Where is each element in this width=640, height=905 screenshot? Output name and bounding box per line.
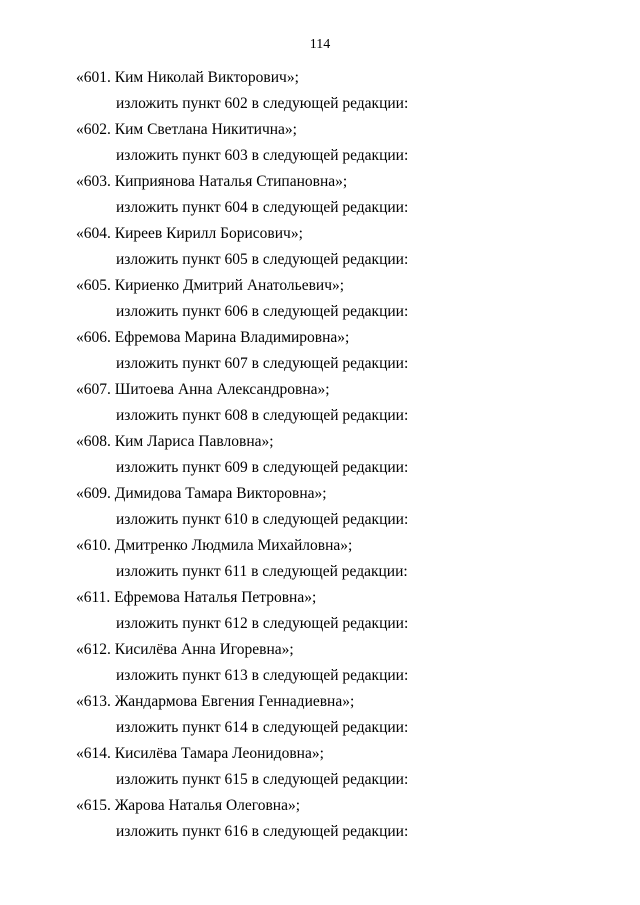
instruction-line-604: изложить пункт 604 в следующей редакции: bbox=[116, 199, 409, 216]
instruction-line-607: изложить пункт 607 в следующей редакции: bbox=[116, 355, 409, 372]
entry-line-602: «602. Ким Светлана Никитична»; bbox=[76, 121, 297, 138]
entry-line-615: «615. Жарова Наталья Олеговна»; bbox=[76, 797, 301, 814]
instruction-line-614: изложить пункт 614 в следующей редакции: bbox=[116, 719, 409, 736]
page-number: 114 bbox=[309, 37, 331, 52]
instruction-line-610: изложить пункт 610 в следующей редакции: bbox=[116, 511, 409, 528]
entry-line-601: «601. Ким Николай Викторович»; bbox=[76, 69, 299, 86]
entry-line-612: «612. Кисилёва Анна Игоревна»; bbox=[76, 641, 294, 658]
instruction-line-613: изложить пункт 613 в следующей редакции: bbox=[116, 667, 409, 684]
entry-line-605: «605. Кириенко Дмитрий Анатольевич»; bbox=[76, 277, 345, 294]
entry-line-613: «613. Жандармова Евгения Геннадиевна»; bbox=[76, 693, 355, 710]
entry-line-606: «606. Ефремова Марина Владимировна»; bbox=[76, 329, 350, 346]
instruction-line-603: изложить пункт 603 в следующей редакции: bbox=[116, 147, 409, 164]
instruction-line-606: изложить пункт 606 в следующей редакции: bbox=[116, 303, 409, 320]
entry-line-611: «611. Ефремова Наталья Петровна»; bbox=[76, 589, 317, 606]
instruction-line-609: изложить пункт 609 в следующей редакции: bbox=[116, 459, 409, 476]
instruction-line-615: изложить пункт 615 в следующей редакции: bbox=[116, 771, 409, 788]
instruction-line-611: изложить пункт 611 в следующей редакции: bbox=[116, 563, 408, 580]
instruction-line-608: изложить пункт 608 в следующей редакции: bbox=[116, 407, 409, 424]
entry-line-610: «610. Дмитренко Людмила Михайловна»; bbox=[76, 537, 353, 554]
entry-line-604: «604. Киреев Кирилл Борисович»; bbox=[76, 225, 303, 242]
instruction-line-612: изложить пункт 612 в следующей редакции: bbox=[116, 615, 409, 632]
entry-line-614: «614. Кисилёва Тамара Леонидовна»; bbox=[76, 745, 324, 762]
instruction-line-602: изложить пункт 602 в следующей редакции: bbox=[116, 95, 409, 112]
instruction-line-616: изложить пункт 616 в следующей редакции: bbox=[116, 823, 409, 840]
entry-line-603: «603. Киприянова Наталья Стипановна»; bbox=[76, 173, 348, 190]
instruction-line-605: изложить пункт 605 в следующей редакции: bbox=[116, 251, 409, 268]
entry-line-607: «607. Шитоева Анна Александровна»; bbox=[76, 381, 330, 398]
entry-line-609: «609. Димидова Тамара Викторовна»; bbox=[76, 485, 327, 502]
entry-line-608: «608. Ким Лариса Павловна»; bbox=[76, 433, 274, 450]
